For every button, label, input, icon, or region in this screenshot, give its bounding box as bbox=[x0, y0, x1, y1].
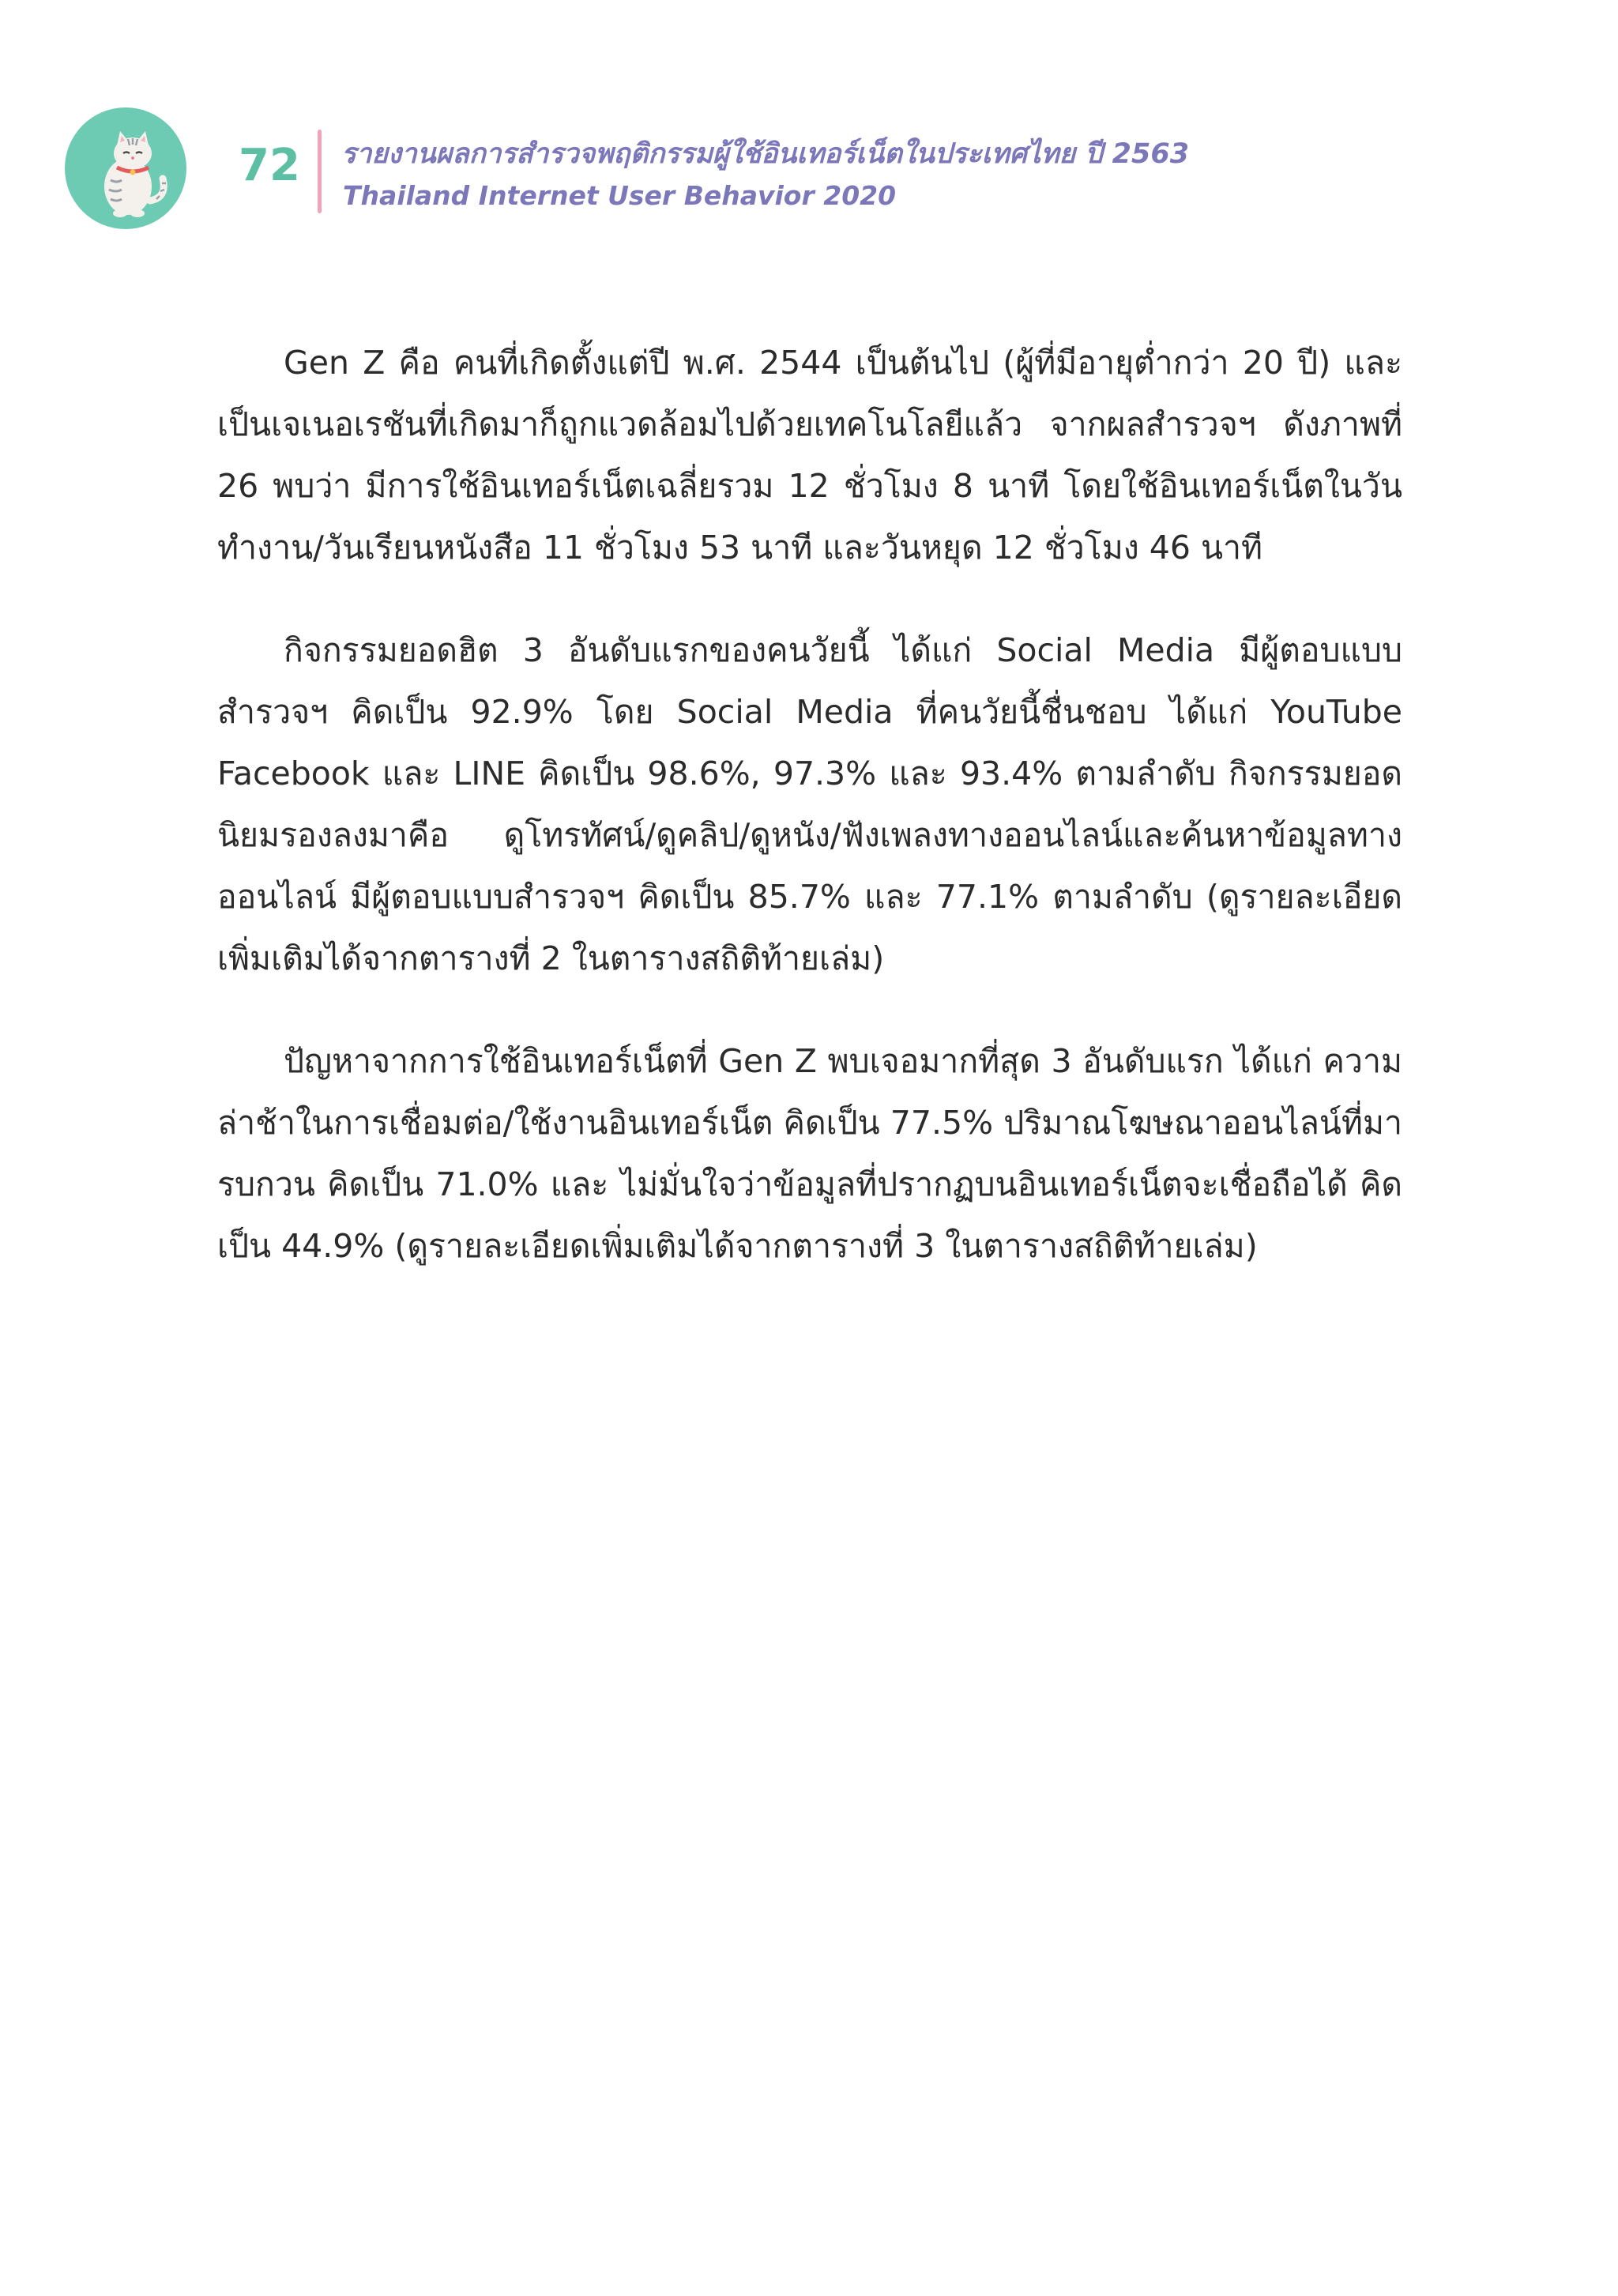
paragraph-internet-problems: ปัญหาจากการใช้อินเทอร์เน็ตที่ Gen Z พบเจอมากที่สุด 3 อันดับแรก ได้แก่ ความล่าช้าในการเชื่อมต่อ/ใช้งานอินเทอร์เน็ต คิดเป็น 77.5% ปริมาณโฆษณาออนไลน์ที่มารบกวน คิดเป็น 71.0% และ ไม่มั่นใจว่าข้อมูลที่ปรากฏบนอินเทอร์เน็ตจะเชื่อถือได้ คิดเป็น 44.9% (ดูรายละเอียดเพิ่มเติมได้จากตารางที่ 3 ในตารางสถิติท้ายเล่ม) bbox=[217, 1042, 1402, 1265]
main-content bbox=[217, 332, 1402, 1318]
header-divider bbox=[318, 130, 322, 213]
paragraph-gen-z-usage: Gen Z คือ คนที่เกิดตั้งแต่ปี พ.ศ. 2544 เป็นต้นไป (ผู้ที่มีอายุต่ำกว่า 20 ปี) และเป็นเจเนอเรชันที่เกิดมาก็ถูกแวดล้อมไปด้วยเทคโนโลยีแล้ว จากผลสำรวจฯ ดังภาพที่ 26 พบว่า มีการใช้อินเทอร์เน็ตเฉลี่ยรวม 12 ชั่วโมง 8 นาที โดยใช้อินเทอร์เน็ตในวันทำงาน/วันเรียนหนังสือ 11 ชั่วโมง 53 นาที และวันหยุด 12 ชั่วโมง 46 นาที bbox=[217, 344, 1402, 566]
cat-mascot-graphic bbox=[65, 107, 186, 229]
page-number: 72 bbox=[239, 140, 300, 191]
report-title-thai: รายงานผลการสำรวจพฤติกรรมผู้ใช้อินเทอร์เน็ตในประเทศไทย ปี 2563 bbox=[341, 138, 1190, 170]
report-title-english: Thailand Internet User Behavior 2020 bbox=[343, 180, 897, 211]
paragraph-popular-activities: กิจกรรมยอดฮิต 3 อันดับแรกของคนวัยนี้ ได้แก่ Social Media มีผู้ตอบแบบสำรวจฯ คิดเป็น 92.9% โดย Social Media ที่คนวัยนี้ชื่นชอบ ได้แก่ YouTube Facebook และ LINE คิดเป็น 98.6%, 97.3% และ 93.4% ตามลำดับ กิจกรรมยอดนิยมรองลงมาคือ ดูโทรทัศน์/ดูคลิป/ดูหนัง/ฟังเพลงทางออนไลน์และค้นหาข้อมูลทางออนไลน์ มีผู้ตอบแบบสำรวจฯ คิดเป็น 85.7% และ 77.1% ตามลำดับ (ดูรายละเอียดเพิ่มเติมได้จากตารางที่ 2 ในตารางสถิติท้ายเล่ม) bbox=[217, 631, 1402, 977]
cat-mascot-icon bbox=[65, 107, 186, 229]
page-header bbox=[0, 0, 1618, 237]
